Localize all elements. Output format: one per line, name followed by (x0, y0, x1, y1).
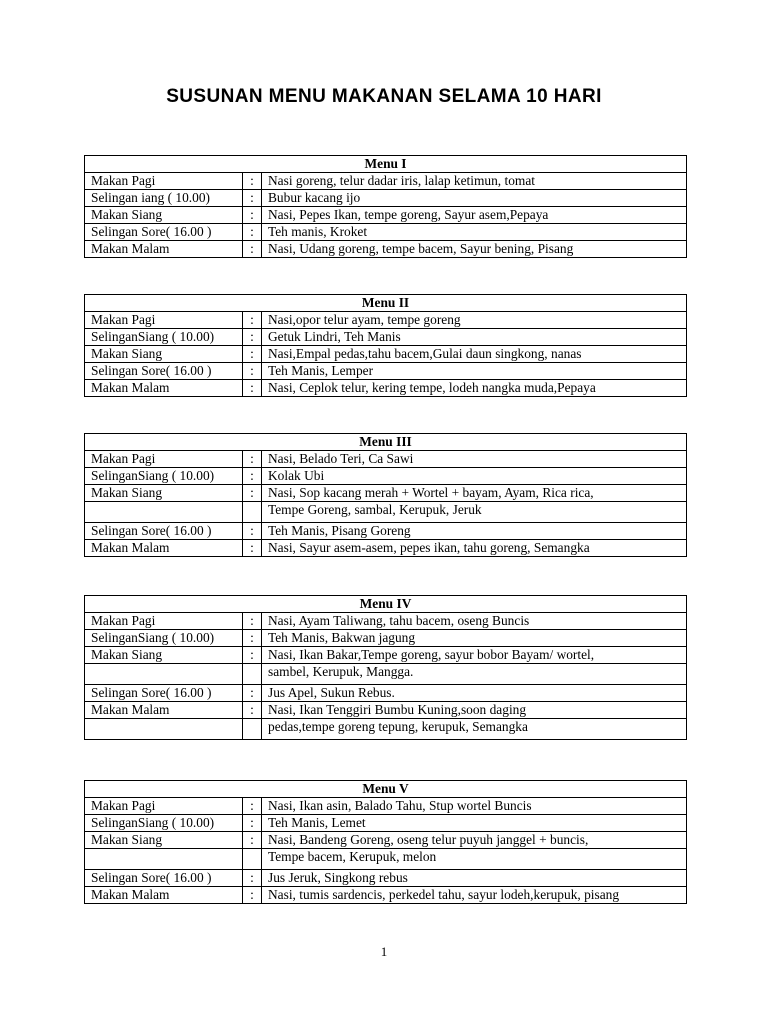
meal-items: Nasi, Sop kacang merah + Wortel + bayam, Ayam, Rica rica, (262, 485, 687, 502)
page-number: 1 (380, 944, 388, 959)
meal-items: Teh Manis, Lemper (262, 363, 687, 380)
meal-items: Jus Jeruk, Singkong rebus (262, 870, 687, 887)
menu-4-table (84, 595, 687, 740)
meal-label: Selingan Sore( 16.00 ) (85, 224, 243, 241)
menu-2-heading: Menu II (85, 295, 687, 312)
meal-items: Getuk Lindri, Teh Manis (262, 329, 687, 346)
meal-items: pedas,tempe goreng tepung, kerupuk, Semangka (262, 719, 687, 740)
colon-separator: : (243, 380, 262, 397)
meal-label: Makan Siang (85, 485, 243, 502)
document-title: SUSUNAN MENU MAKANAN SELAMA 10 HARI (166, 86, 602, 107)
table-row (85, 346, 687, 363)
meal-items: Nasi, Ceplok telur, kering tempe, lodeh nangka muda,Pepaya (262, 380, 687, 397)
colon-separator: : (243, 870, 262, 887)
table-row (85, 719, 687, 740)
colon-separator: : (243, 346, 262, 363)
meal-items: Nasi, Ikan Tenggiri Bumbu Kuning,soon daging (262, 702, 687, 719)
colon-separator: : (243, 451, 262, 468)
meal-items: Nasi, Ikan asin, Balado Tahu, Stup wortel Buncis (262, 798, 687, 815)
colon-separator (243, 502, 262, 523)
meal-label (85, 664, 243, 685)
table-row (85, 312, 687, 329)
meal-label: SelinganSiang ( 10.00) (85, 329, 243, 346)
table-row (85, 647, 687, 664)
menu-5-table (84, 780, 687, 904)
meal-label (85, 719, 243, 740)
menu-3-table (84, 433, 687, 557)
colon-separator (243, 849, 262, 870)
meal-label: Makan Malam (85, 380, 243, 397)
meal-label: Makan Malam (85, 887, 243, 904)
meal-label: Selingan iang ( 10.00) (85, 190, 243, 207)
table-row (85, 870, 687, 887)
colon-separator: : (243, 523, 262, 540)
table-row (85, 207, 687, 224)
meal-items: Nasi, Belado Teri, Ca Sawi (262, 451, 687, 468)
meal-label: Makan Siang (85, 647, 243, 664)
menu-1-table (84, 155, 687, 258)
meal-items: Nasi,Empal pedas,tahu bacem,Gulai daun singkong, nanas (262, 346, 687, 363)
menu-5-heading: Menu V (85, 781, 687, 798)
meal-items: Teh Manis, Pisang Goreng (262, 523, 687, 540)
menu-1-header-row (85, 156, 687, 173)
menu-5-header-row (85, 781, 687, 798)
meal-items: Tempe Goreng, sambal, Kerupuk, Jeruk (262, 502, 687, 523)
meal-label (85, 849, 243, 870)
table-row (85, 329, 687, 346)
colon-separator: : (243, 468, 262, 485)
colon-separator: : (243, 207, 262, 224)
meal-items: Tempe bacem, Kerupuk, melon (262, 849, 687, 870)
meal-items: Teh manis, Kroket (262, 224, 687, 241)
table-row (85, 363, 687, 380)
menu-4-heading: Menu IV (85, 596, 687, 613)
colon-separator: : (243, 702, 262, 719)
table-row (85, 241, 687, 258)
menu-2-header-row (85, 295, 687, 312)
meal-label: Makan Pagi (85, 798, 243, 815)
table-row (85, 468, 687, 485)
colon-separator: : (243, 173, 262, 190)
meal-label: SelinganSiang ( 10.00) (85, 468, 243, 485)
colon-separator: : (243, 485, 262, 502)
meal-items: Bubur kacang ijo (262, 190, 687, 207)
table-row (85, 540, 687, 557)
meal-items: Nasi, Pepes Ikan, tempe goreng, Sayur asem,Pepaya (262, 207, 687, 224)
table-row (85, 224, 687, 241)
meal-items: Jus Apel, Sukun Rebus. (262, 685, 687, 702)
meal-label: Selingan Sore( 16.00 ) (85, 685, 243, 702)
table-row (85, 664, 687, 685)
colon-separator: : (243, 815, 262, 832)
colon-separator: : (243, 190, 262, 207)
meal-items: Nasi, Bandeng Goreng, oseng telur puyuh janggel + buncis, (262, 832, 687, 849)
colon-separator: : (243, 241, 262, 258)
colon-separator: : (243, 613, 262, 630)
table-row (85, 485, 687, 502)
table-row (85, 702, 687, 719)
meal-label: SelinganSiang ( 10.00) (85, 815, 243, 832)
meal-label: Makan Malam (85, 540, 243, 557)
meal-label (85, 502, 243, 523)
table-row (85, 685, 687, 702)
table-row (85, 849, 687, 870)
meal-label: Makan Siang (85, 832, 243, 849)
meal-label: Selingan Sore( 16.00 ) (85, 363, 243, 380)
meal-label: Makan Malam (85, 241, 243, 258)
table-row (85, 173, 687, 190)
colon-separator (243, 719, 262, 740)
meal-items: Nasi, Udang goreng, tempe bacem, Sayur bening, Pisang (262, 241, 687, 258)
meal-label: Makan Pagi (85, 173, 243, 190)
meal-items: sambel, Kerupuk, Mangga. (262, 664, 687, 685)
table-row (85, 523, 687, 540)
meal-items: Nasi, Ikan Bakar,Tempe goreng, sayur bobor Bayam/ wortel, (262, 647, 687, 664)
meal-label: SelinganSiang ( 10.00) (85, 630, 243, 647)
meal-items: Nasi, Sayur asem-asem, pepes ikan, tahu goreng, Semangka (262, 540, 687, 557)
meal-label: Makan Pagi (85, 312, 243, 329)
meal-label: Makan Siang (85, 346, 243, 363)
menu-3-header-row (85, 434, 687, 451)
menu-4-header-row (85, 596, 687, 613)
table-row (85, 451, 687, 468)
table-row (85, 630, 687, 647)
meal-items: Nasi, Ayam Taliwang, tahu bacem, oseng Buncis (262, 613, 687, 630)
table-row (85, 887, 687, 904)
colon-separator: : (243, 798, 262, 815)
colon-separator: : (243, 224, 262, 241)
meal-items: Teh Manis, Lemet (262, 815, 687, 832)
table-row (85, 380, 687, 397)
colon-separator: : (243, 329, 262, 346)
meal-label: Makan Pagi (85, 613, 243, 630)
colon-separator: : (243, 685, 262, 702)
table-row (85, 502, 687, 523)
table-row (85, 832, 687, 849)
meal-label: Selingan Sore( 16.00 ) (85, 523, 243, 540)
table-row (85, 613, 687, 630)
table-row (85, 798, 687, 815)
colon-separator: : (243, 312, 262, 329)
meal-label: Makan Pagi (85, 451, 243, 468)
meal-label: Selingan Sore( 16.00 ) (85, 870, 243, 887)
menu-3-heading: Menu III (85, 434, 687, 451)
colon-separator: : (243, 647, 262, 664)
meal-items: Nasi, tumis sardencis, perkedel tahu, sayur lodeh,kerupuk, pisang (262, 887, 687, 904)
menu-1-heading: Menu I (85, 156, 687, 173)
meal-label: Makan Malam (85, 702, 243, 719)
meal-items: Nasi goreng, telur dadar iris, lalap ketimun, tomat (262, 173, 687, 190)
meal-items: Kolak Ubi (262, 468, 687, 485)
colon-separator: : (243, 832, 262, 849)
colon-separator: : (243, 887, 262, 904)
colon-separator: : (243, 630, 262, 647)
menu-2-table (84, 294, 687, 397)
table-row (85, 815, 687, 832)
colon-separator: : (243, 540, 262, 557)
table-row (85, 190, 687, 207)
meal-items: Teh Manis, Bakwan jagung (262, 630, 687, 647)
meal-label: Makan Siang (85, 207, 243, 224)
colon-separator: : (243, 363, 262, 380)
colon-separator (243, 664, 262, 685)
meal-items: Nasi,opor telur ayam, tempe goreng (262, 312, 687, 329)
